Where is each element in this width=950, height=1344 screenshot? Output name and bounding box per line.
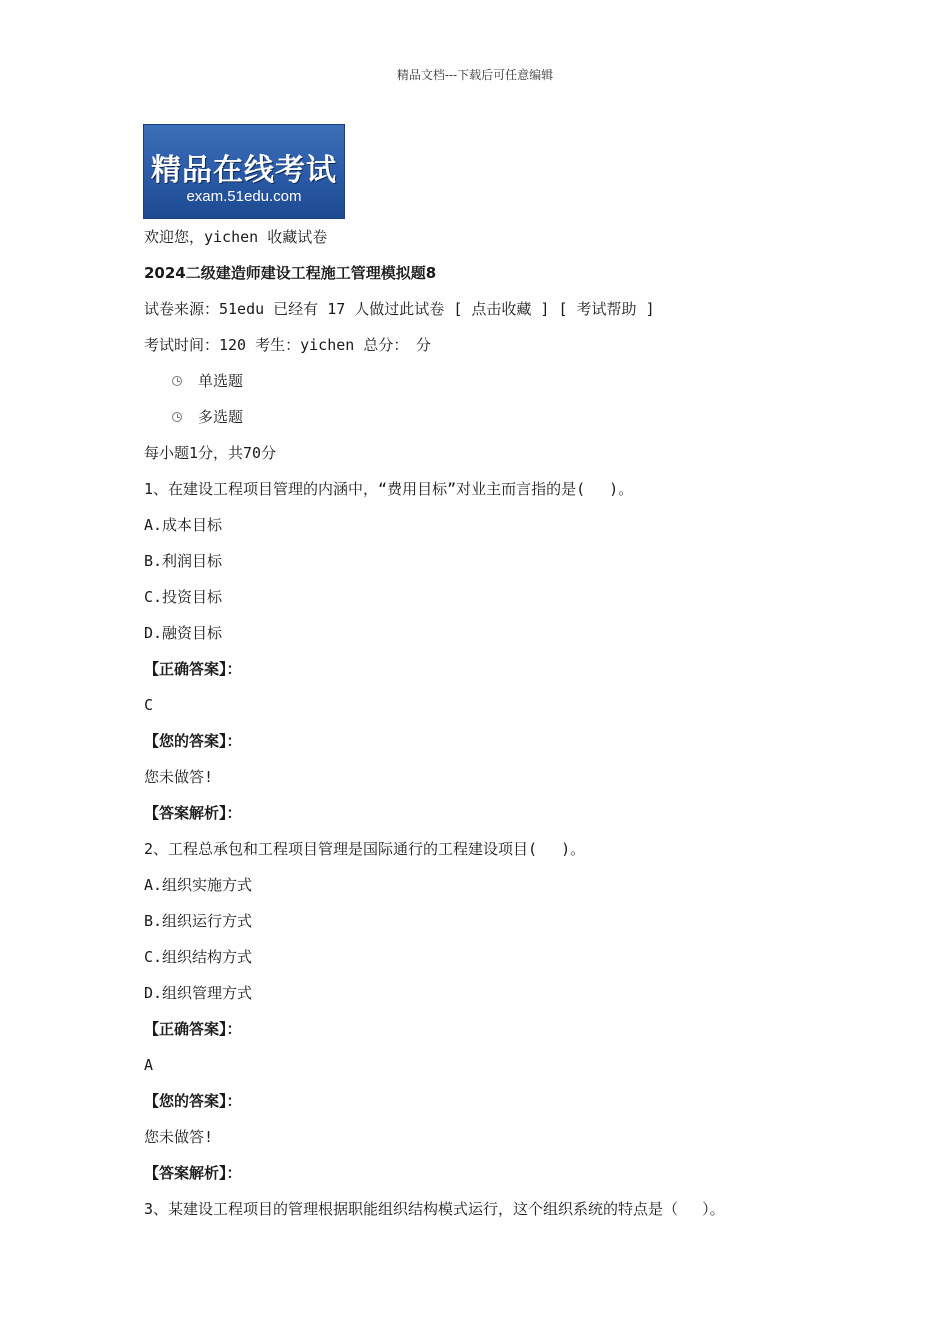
answer-analysis-label: 【答案解析】： [144, 804, 242, 822]
correct-answer-label: 【正确答案】： [144, 1020, 242, 1038]
option-d[interactable]: D.组织管理方式 [144, 984, 253, 1002]
your-answer-value: 您未做答! [144, 768, 214, 786]
exam-time-line: 考试时间：120 考生：yichen 总分： 分 [144, 336, 431, 354]
section-multiple-choice[interactable] [144, 404, 904, 440]
page-header: 精品文档---下载后可任意编辑 [396, 68, 554, 82]
question-text: 2、工程总承包和工程项目管理是国际通行的工程建设项目( )。 [144, 840, 586, 858]
answer-analysis-label: 【答案解析】： [144, 1164, 242, 1182]
option-b[interactable]: B.利润目标 [144, 552, 223, 570]
option-b[interactable]: B.组织运行方式 [144, 912, 253, 930]
option-a[interactable]: A.成本目标 [144, 516, 223, 534]
question-2 [144, 836, 904, 1196]
option-d[interactable]: D.融资目标 [144, 624, 223, 642]
score-note: 每小题1分，共70分 [144, 444, 277, 462]
section-label: 多选题 [198, 408, 244, 426]
question-3 [144, 1196, 904, 1232]
logo-subtitle: exam.51edu.com [186, 188, 302, 205]
option-c[interactable]: C.组织结构方式 [144, 948, 253, 966]
exam-content [144, 224, 904, 1232]
correct-answer-value: C [144, 696, 154, 714]
correct-answer-value: A [144, 1056, 154, 1074]
exam-title: 2024二级建造师建设工程施工管理模拟题8 [144, 264, 437, 282]
logo-title: 精品在线考试 [151, 153, 337, 188]
exam-source-line: 试卷来源：51edu 已经有 17 人做过此试卷 [ 点击收藏 ] [ 考试帮助 ] [144, 300, 655, 318]
exam-logo[interactable] [143, 124, 345, 219]
option-c[interactable]: C.投资目标 [144, 588, 223, 606]
question-text: 1、在建设工程项目管理的内涵中，“费用目标”对业主而言指的是( )。 [144, 480, 634, 498]
clock-icon [172, 412, 182, 422]
your-answer-label: 【您的答案】： [144, 1092, 242, 1110]
section-single-choice[interactable] [144, 368, 904, 404]
section-label: 单选题 [198, 372, 244, 390]
question-1 [144, 476, 904, 836]
welcome-text: 欢迎您，yichen 收藏试卷 [144, 228, 328, 246]
option-a[interactable]: A.组织实施方式 [144, 876, 253, 894]
your-answer-label: 【您的答案】： [144, 732, 242, 750]
your-answer-value: 您未做答! [144, 1128, 214, 1146]
clock-icon [172, 376, 182, 386]
question-text: 3、某建设工程项目的管理根据职能组织结构模式运行，这个组织系统的特点是（ ）。 [144, 1200, 725, 1218]
correct-answer-label: 【正确答案】： [144, 660, 242, 678]
